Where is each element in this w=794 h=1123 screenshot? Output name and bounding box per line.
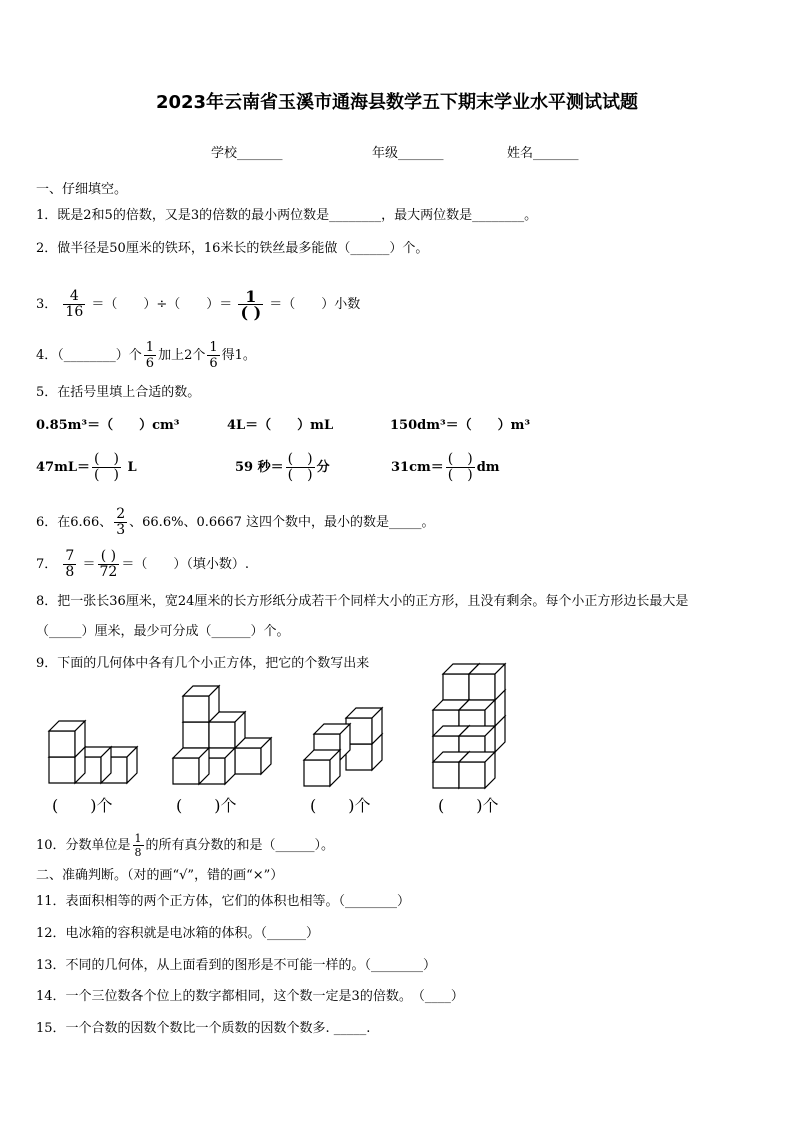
q9-answer-1: ( )个 [52,796,113,815]
question-15: 15．一个合数的因数个数比一个质数的因数个数多. _____. [36,1021,371,1036]
q4-text-b: 加上2个 [158,348,206,363]
q4-fraction-1: $\frac{1}{6}$ [145,340,155,371]
q7-fraction-1: $\frac{7}{8}$ [65,548,75,580]
q3-fraction-2: $\frac{1}{( )}$ [240,287,262,322]
question-14: 14．一个三位数各个位上的数字都相同，这个数一定是3的倍数。 （____） [36,989,464,1004]
school-field: 学校_______ [211,146,283,161]
q6-text-a: 6．在6.66、 [36,515,113,530]
q3-fraction-1: $\frac{4}{16}$ [65,288,84,320]
cube [183,686,219,722]
q5-item-1: 0.85m³＝（ ）cm³ [36,418,180,433]
question-2: 2．做半径是50厘米的铁环，16米长的铁丝最多能做（______）个。 [36,241,429,256]
q3-tail: ＝（ ）小数 [269,297,361,312]
q5-item-2: 4L＝（ ）mL [227,418,334,433]
cube [459,752,495,788]
question-9: 9．下面的几何体中各有几个小正方体，把它的个数写出来 [36,656,370,671]
name-field: 姓名_______ [507,146,579,161]
q9-answer-3: ( )个 [310,796,371,815]
q4-text-a: 4．（________）个 [36,348,142,363]
q10-text-a: 10．分数单位是 [36,838,131,853]
question-8-line-2: （_____）厘米，最少可分成（______）个。 [36,624,290,639]
section-1-heading: 一、仔细填空。 [36,182,128,197]
cube [346,708,382,744]
cube [49,721,85,757]
q4-fraction-2: $\frac{1}{6}$ [209,340,218,371]
page-title: 2023年云南省玉溪市通海县数学五下期末学业水平测试试题 [155,92,639,113]
q3-number: 3． [36,297,58,312]
cube [469,664,505,700]
q4-text-c: 得1。 [221,348,256,363]
section-2-heading: 二、准确判断。（对的画“√”，错的画“×”） [36,868,284,883]
question-13: 13．不同的几何体，从上面看到的图形是不可能一样的。（________） [36,958,437,973]
q5-item-5: 59 秒＝ $\frac{( )}{( )}$ 分 [235,451,330,483]
q6-fraction: $\frac{2}{3}$ [116,506,126,538]
question-11: 11．表面积相等的两个正方体，它们的体积也相等。（________） [36,894,411,909]
q10-text-b: 的所有真分数的和是（______）。 [145,838,335,853]
question-8-line-1: 8．把一张长36厘米，宽24厘米的长方形纸分成若干个同样大小的正方形，且没有剩余。每个小正方形边长最大是 [36,594,689,609]
q10-fraction: $\frac{1}{8}$ [134,832,142,859]
q7-equals: ＝ [82,557,96,572]
q5-item-6: 31cm＝ $\frac{( )}{( )}$ dm [391,451,500,483]
q3-middle: ＝（ ）÷（ ）＝ [91,297,233,312]
q7-number: 7． [36,557,58,572]
cube [304,750,340,786]
q6-text-b: 、66.6%、0.6667 这四个数中，最小的数是_____。 [129,515,435,530]
q5-item-3: 150dm³＝（ ）m³ [390,418,531,433]
question-1: 1．既是2和5的倍数，又是3的倍数的最小两位数是________，最大两位数是________。 [36,208,538,223]
q9-answer-2: ( )个 [176,796,237,815]
grade-field: 年级_______ [372,146,444,161]
question-12: 12．电冰箱的容积就是电冰箱的体积。（______） [36,926,320,941]
question-10 [36,828,334,864]
cube [173,748,209,784]
q9-answer-4: ( )个 [438,796,499,815]
question-5: 5．在括号里填上合适的数。 [36,385,201,400]
q7-fraction-2: $\frac{( )}{72}$ [99,548,118,580]
q7-tail: ＝（ ）（填小数）. [121,557,249,572]
q5-item-4: 47mL＝ $\frac{( )}{( )}$ L [36,451,137,483]
